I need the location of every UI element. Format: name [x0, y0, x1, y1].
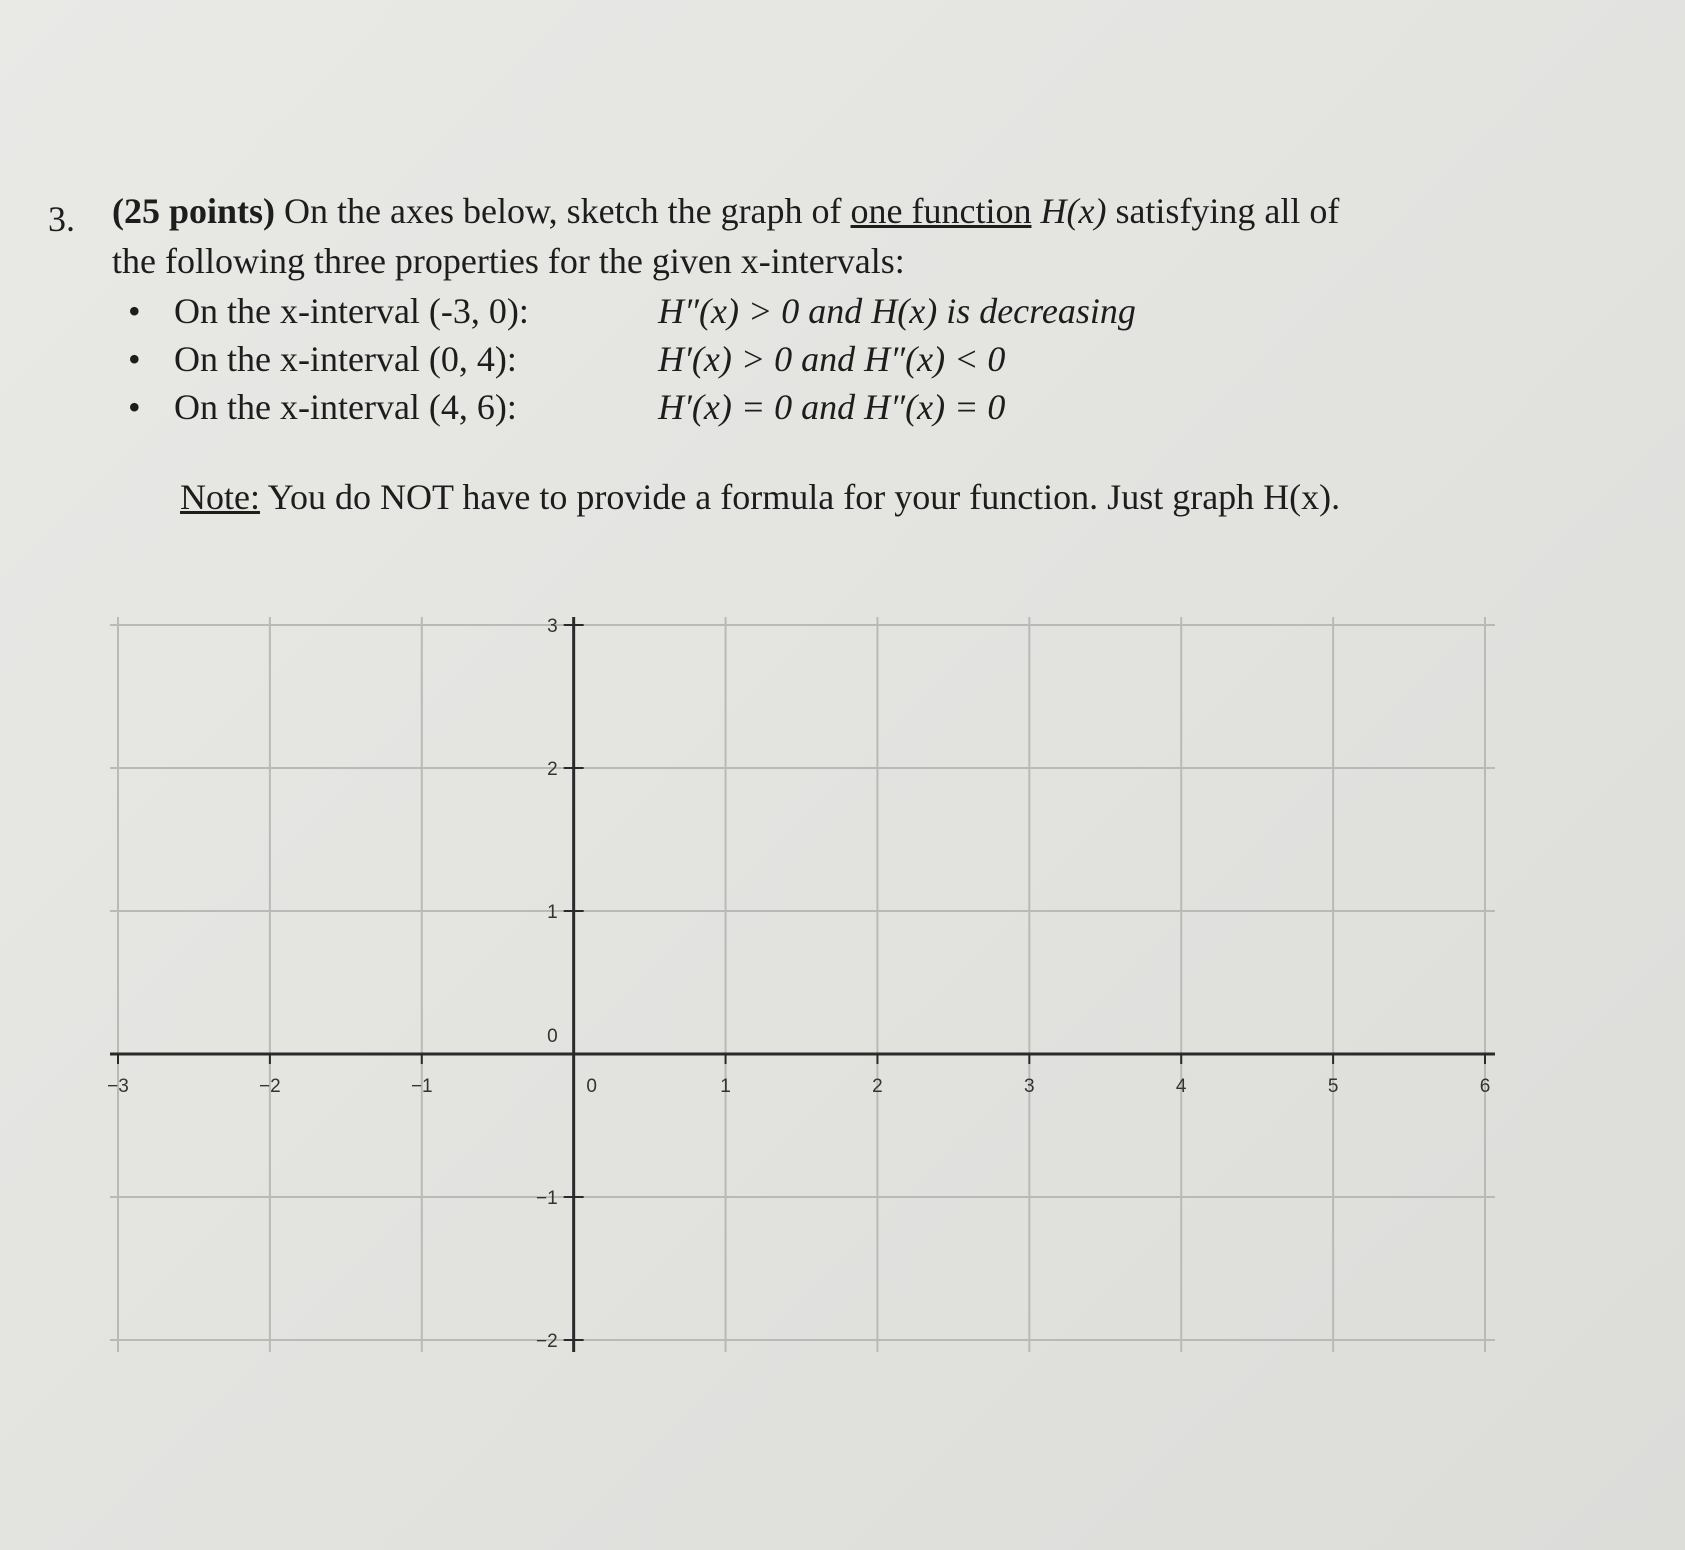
points-label: (25 points): [112, 191, 276, 231]
question-number: 3.: [48, 199, 75, 239]
x-tick-label: 1: [720, 1076, 731, 1097]
bullet-icon: •: [128, 291, 141, 331]
y-tick-label: 2: [547, 759, 558, 780]
note-text: You do NOT have to provide a formula for your function. Just graph H(x).: [259, 477, 1341, 517]
x-tick-label: 3: [1024, 1076, 1035, 1097]
y-tick-label: −2: [535, 1331, 558, 1352]
prompt-function: H(x): [1031, 191, 1116, 231]
note-label: Note:: [180, 477, 260, 517]
prompt-text-b: satisfying all of: [1115, 191, 1340, 231]
x-tick-label: 6: [1479, 1076, 1491, 1097]
property-condition: H″(x) > 0 and H(x) is decreasing: [658, 291, 1136, 331]
bullet-icon: •: [128, 339, 141, 379]
y-tick-label: 3: [547, 616, 558, 637]
x-tick-label: 5: [1327, 1076, 1339, 1097]
property-interval: On the x-interval (0, 4):: [174, 339, 517, 379]
y-tick-label: 0: [547, 1026, 558, 1047]
x-tick-label: 4: [1175, 1076, 1187, 1097]
property-interval: On the x-interval (-3, 0):: [174, 291, 529, 331]
x-tick-label: 2: [872, 1076, 883, 1097]
prompt-text-a: On the axes below, sketch the graph of: [275, 191, 851, 231]
property-condition: H′(x) > 0 and H″(x) < 0: [658, 339, 1006, 379]
x-tick-label: −1: [410, 1076, 433, 1097]
x-tick-label: −3: [107, 1076, 129, 1097]
question-prompt-line2: the following three properties for the given x-intervals:: [112, 241, 905, 281]
x-tick-label: 0: [586, 1076, 597, 1097]
property-condition: H′(x) = 0 and H″(x) = 0: [658, 387, 1006, 427]
prompt-underlined: one function: [850, 191, 1032, 231]
y-tick-label: −1: [535, 1188, 558, 1209]
x-tick-label: −2: [259, 1076, 281, 1097]
property-interval: On the x-interval (4, 6):: [174, 387, 517, 427]
y-tick-label: 1: [547, 902, 558, 923]
bullet-icon: •: [128, 387, 141, 427]
